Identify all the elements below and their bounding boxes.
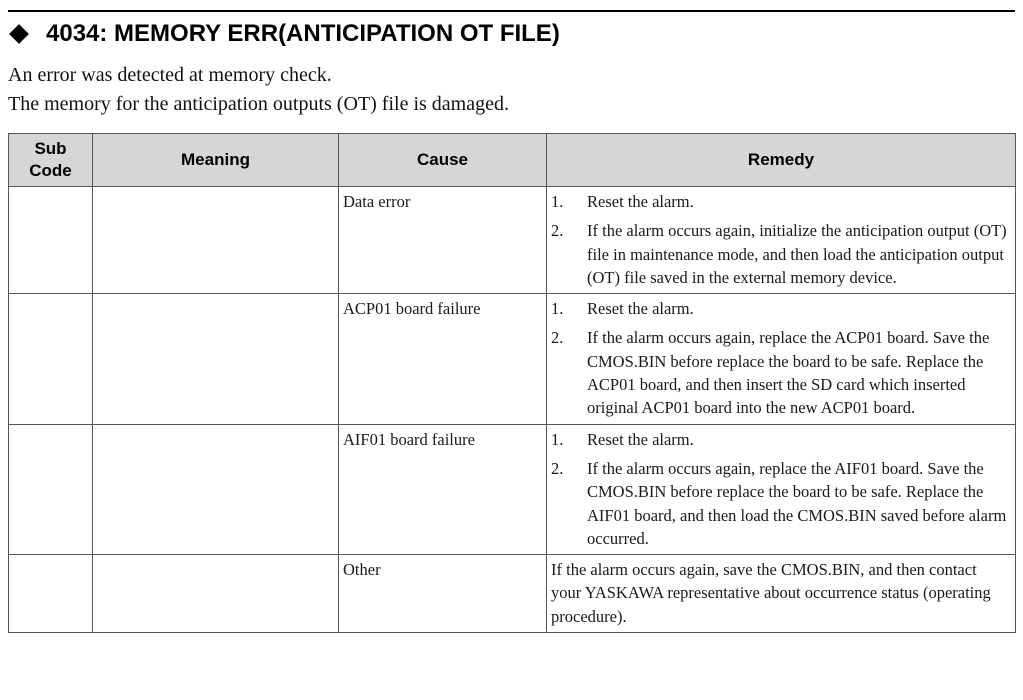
cause-cell: AIF01 board failure [339, 424, 547, 554]
intro-line-1: An error was detected at memory check. [8, 64, 332, 86]
intro-text [8, 61, 509, 119]
heading-title: 4034: MEMORY ERR(ANTICIPATION OT FILE) [46, 20, 560, 47]
remedy-cell [547, 187, 1016, 294]
remedy-step [551, 219, 1011, 289]
remedy-step [551, 457, 1011, 550]
intro-line-2: The memory for the anticipation outputs (OT) file is damaged. [8, 93, 509, 115]
cause-cell: Other [339, 555, 547, 633]
step-number: 1. [551, 429, 564, 449]
remedy-cell [547, 294, 1016, 424]
remedy-step [551, 190, 1011, 213]
meaning-cell [93, 424, 339, 554]
step-number: 2. [551, 328, 564, 348]
table-row [9, 424, 1016, 554]
step-number: 1. [551, 299, 564, 319]
step-text: Reset the alarm. [587, 299, 694, 319]
section-heading [8, 16, 560, 52]
cause-cell: Data error [339, 187, 547, 294]
header-meaning: Meaning [93, 134, 339, 187]
remedy-step [551, 428, 1011, 451]
step-text: If the alarm occurs again, replace the AIF01 board. Save the CMOS.BIN before replace the board to be safe. Replace the AIF01 board, and then load the CMOS.BIN saved before alarm occurred. [587, 458, 1007, 548]
step-number: 1. [551, 192, 564, 211]
header-cause: Cause [339, 134, 547, 187]
remedy-step [551, 326, 1011, 419]
step-text: If the alarm occurs again, replace the ACP01 board. Save the CMOS.BIN before replace the board to be safe. Replace the ACP01 board, and then insert the SD card which inserted original ACP01 board into the new ACP01 board. [587, 328, 990, 418]
step-text: If the alarm occurs again, initialize the anticipation output (OT) file in maintenance mode, and then load the anticipation output (OT) file saved in the external memory device. [587, 221, 1007, 287]
error-table [8, 133, 1016, 633]
header-remedy: Remedy [547, 134, 1016, 187]
sub-code-cell [9, 187, 93, 294]
sub-code-cell [9, 294, 93, 424]
meaning-cell [93, 555, 339, 633]
diamond-bullet-icon [9, 24, 29, 44]
cause-cell: ACP01 board failure [339, 294, 547, 424]
step-text: Reset the alarm. [587, 429, 694, 449]
remedy-cell: If the alarm occurs again, save the CMOS.BIN, and then contact your YASKAWA representative about occurrence status (operating procedure). [547, 555, 1016, 633]
meaning-cell [93, 187, 339, 294]
step-number: 2. [551, 458, 564, 478]
sub-code-cell [9, 555, 93, 633]
table-row [9, 187, 1016, 294]
meaning-cell [93, 294, 339, 424]
step-text: Reset the alarm. [587, 192, 694, 211]
header-sub-code: Sub Code [9, 134, 93, 187]
step-number: 2. [551, 221, 564, 241]
sub-code-cell [9, 424, 93, 554]
remedy-cell [547, 424, 1016, 554]
table-header-row [9, 134, 1016, 187]
table-row [9, 555, 1016, 633]
remedy-step [551, 297, 1011, 320]
top-rule [8, 10, 1015, 12]
table-row [9, 294, 1016, 424]
